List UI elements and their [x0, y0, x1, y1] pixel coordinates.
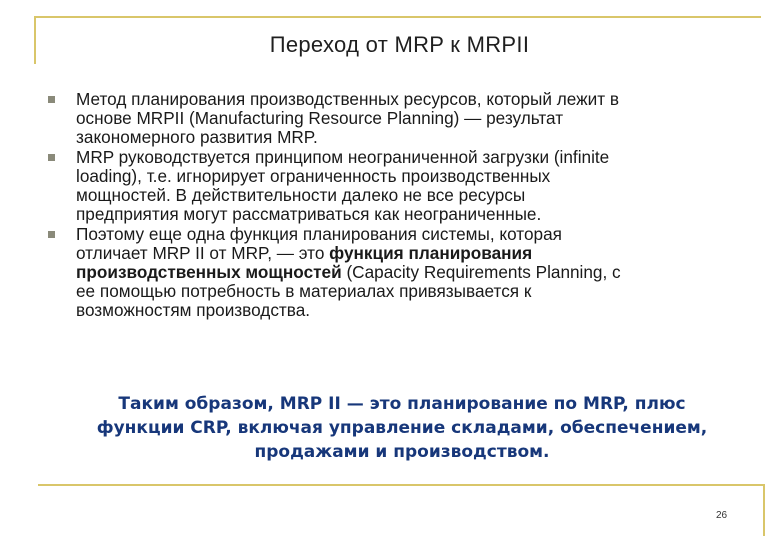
bottom-rule [38, 484, 765, 486]
bullet-item-1 [48, 90, 748, 147]
bullet-item-2 [48, 148, 748, 224]
page-number: 26 [716, 510, 728, 521]
bullet-text-line [76, 263, 748, 282]
right-rule [763, 484, 765, 536]
square-bullet-icon [48, 231, 55, 238]
bullet-text-line: Метод планирования производственных ресурсов, который лежит в [76, 89, 620, 109]
bullet-text-line: Поэтому еще одна функция планирования системы, которая [76, 224, 562, 244]
bullet-text-line: ее помощью потребность в материалах привязывается к [76, 281, 532, 301]
bullet-bold-segment: функция планирования [329, 243, 533, 263]
top-rule [34, 16, 761, 18]
bullet-text-segment: (Capacity Requirements Planning, с [341, 262, 621, 282]
summary-line: продажами и производством. [254, 442, 550, 462]
bullet-list [48, 90, 748, 320]
bullet-text-line: основе MRPII (Manufacturing Resource Planning) — результат [76, 108, 564, 128]
bullet-text-line: loading), т.е. игнорирует ограниченность производственных [76, 166, 551, 186]
summary-line: функции CRP, включая управление складами, обеспечением, [96, 418, 708, 438]
slide-title: Переход от MRP к MRPII [269, 32, 530, 57]
bullet-text-line: возможностям производства. [76, 300, 311, 320]
bullet-text-line: закономерного развития MRP. [76, 127, 318, 147]
square-bullet-icon [48, 96, 55, 103]
bullet-text-segment: отличает MRP II от MRP, — это [76, 243, 330, 263]
bullet-text-line: MRP руководствуется принципом неограниченной загрузки (infinite [76, 147, 610, 167]
bullet-bold-segment: производственных мощностей [76, 262, 342, 282]
bullet-text-line: предприятия могут рассматриваться как неограниченные. [76, 204, 542, 224]
bullet-item-3 [48, 225, 748, 320]
summary-line: Таким образом, MRP II — это планирование по MRP, плюс [118, 394, 686, 414]
bullet-text-line: мощностей. В действительности далеко не все ресурсы [76, 185, 526, 205]
summary-text [36, 392, 768, 464]
square-bullet-icon [48, 154, 55, 161]
bullet-text-line [76, 244, 748, 263]
